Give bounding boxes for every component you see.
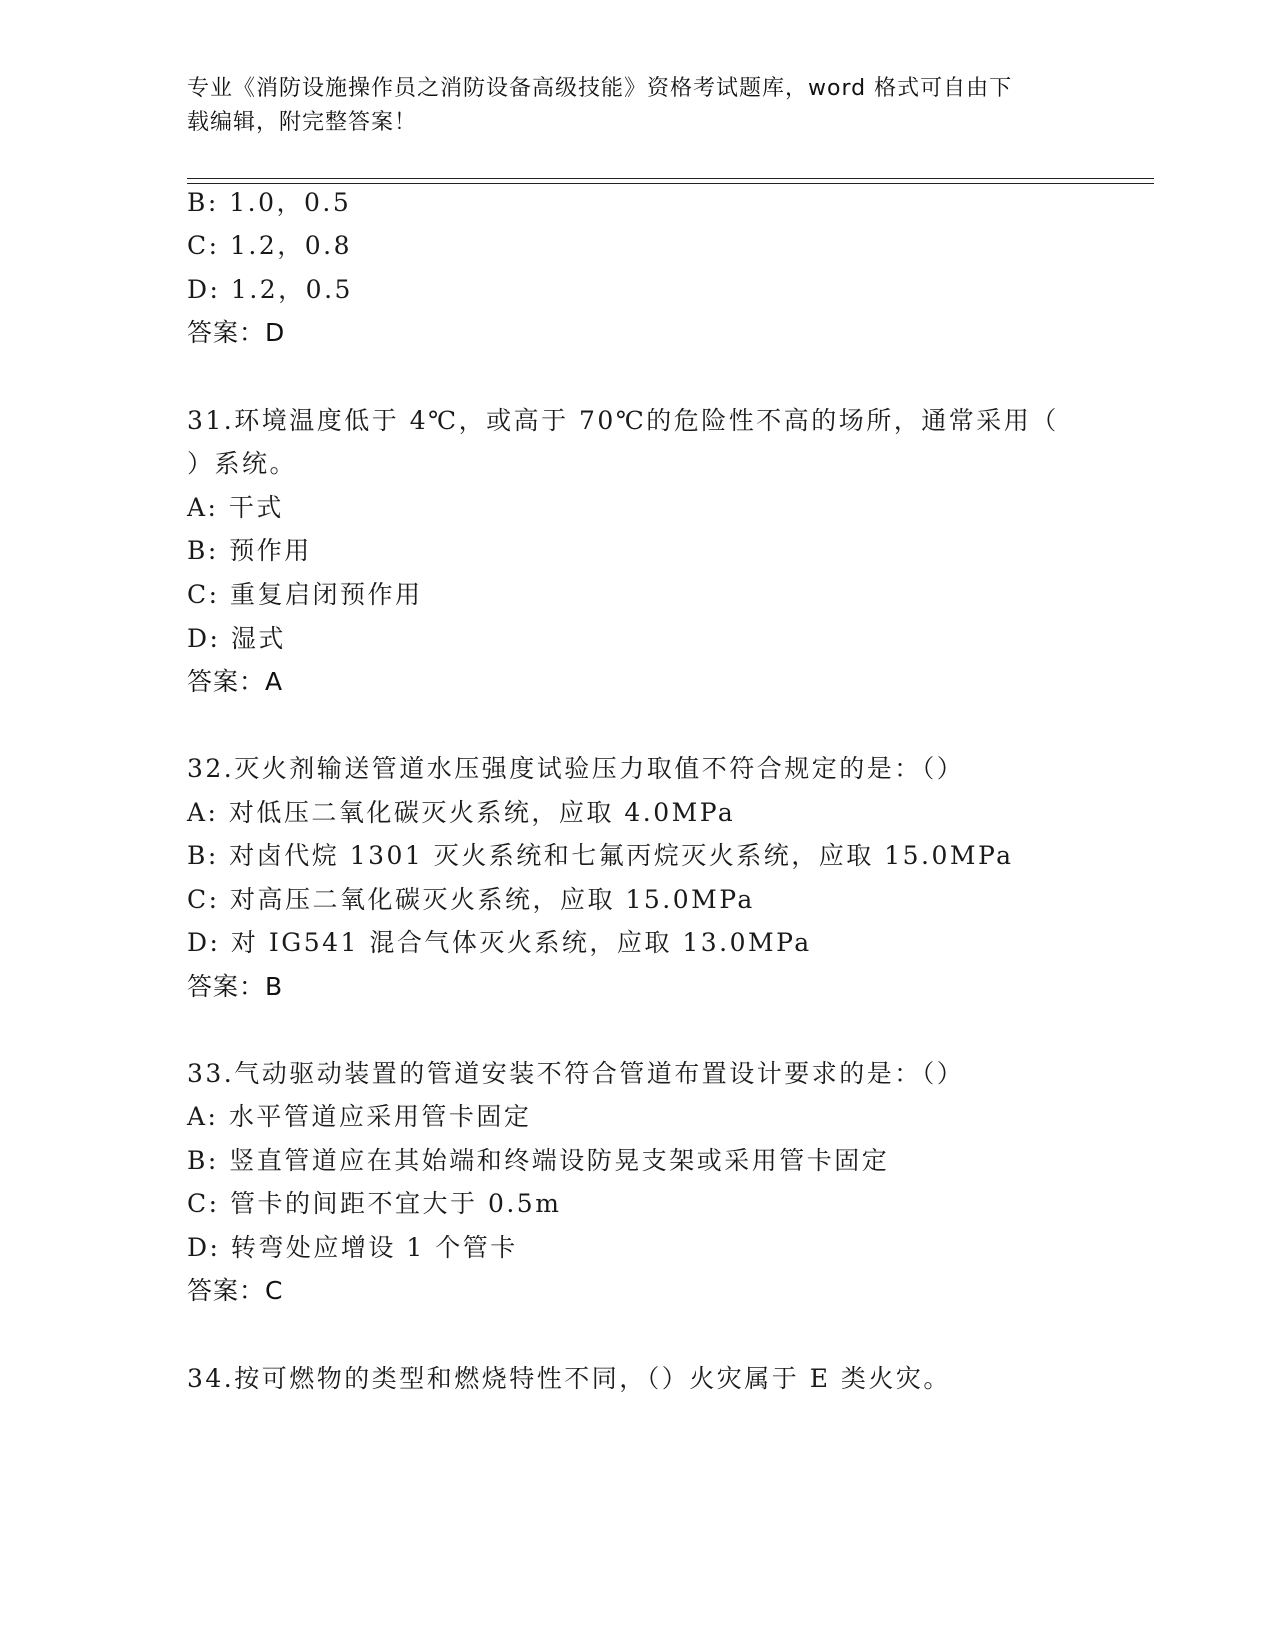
- q34-stem: 34.按可燃物的类型和燃烧特性不同，（）火灾属于 E 类火灾。: [187, 1364, 951, 1393]
- q33-answer: 答案：C: [187, 1276, 284, 1305]
- q33-option-c: C: 管卡的间距不宜大于 0.5m: [187, 1189, 562, 1218]
- page-header: [187, 72, 1067, 140]
- q32-option-d: D: 对 IG541 混合气体灭火系统，应取 13.0MPa: [187, 928, 812, 957]
- q31-option-a: A: 干式: [187, 493, 284, 522]
- q31-answer: 答案：A: [187, 667, 284, 696]
- header-divider-top: [187, 178, 1154, 179]
- q32-option-c: C: 对高压二氧化碳灭火系统，应取 15.0MPa: [187, 885, 755, 914]
- q31-option-c: C: 重复启闭预作用: [187, 580, 423, 609]
- q31-stem-line-1: 31.环境温度低于 4℃，或高于 70℃的危险性不高的场所，通常采用（: [187, 406, 1059, 435]
- q32-stem: 32.灭火剂输送管道水压强度试验压力取值不符合规定的是：（）: [187, 754, 965, 783]
- q30-option-c: C: 1.2，0.8: [187, 231, 353, 260]
- q30-option-d: D: 1.2，0.5: [187, 275, 353, 304]
- q32-option-b: B: 对卤代烷 1301 灭火系统和七氟丙烷灭火系统，应取 15.0MPa: [187, 841, 1014, 870]
- q31-stem-line-2: ）系统。: [187, 449, 298, 478]
- q33-option-d: D: 转弯处应增设 1 个管卡: [187, 1233, 518, 1262]
- q33-stem: 33.气动驱动装置的管道安装不符合管道布置设计要求的是：（）: [187, 1059, 965, 1088]
- q30-answer: 答案：D: [187, 318, 286, 347]
- q31-option-d: D: 湿式: [187, 624, 286, 653]
- header-line-1: 专业《消防设施操作员之消防设备高级技能》资格考试题库，word 格式可自由下: [187, 76, 1013, 101]
- q33-option-b: B: 竖直管道应在其始端和终端设防晃支架或采用管卡固定: [187, 1146, 890, 1175]
- q32-answer: 答案：B: [187, 972, 284, 1001]
- q30-option-b: B: 1.0，0.5: [187, 188, 352, 217]
- header-divider-bottom: [187, 183, 1154, 184]
- q32-option-a: A: 对低压二氧化碳灭火系统，应取 4.0MPa: [187, 798, 736, 827]
- q33-option-a: A: 水平管道应采用管卡固定: [187, 1102, 532, 1131]
- q31-option-b: B: 预作用: [187, 536, 312, 565]
- header-line-2: 载编辑，附完整答案！: [187, 110, 418, 135]
